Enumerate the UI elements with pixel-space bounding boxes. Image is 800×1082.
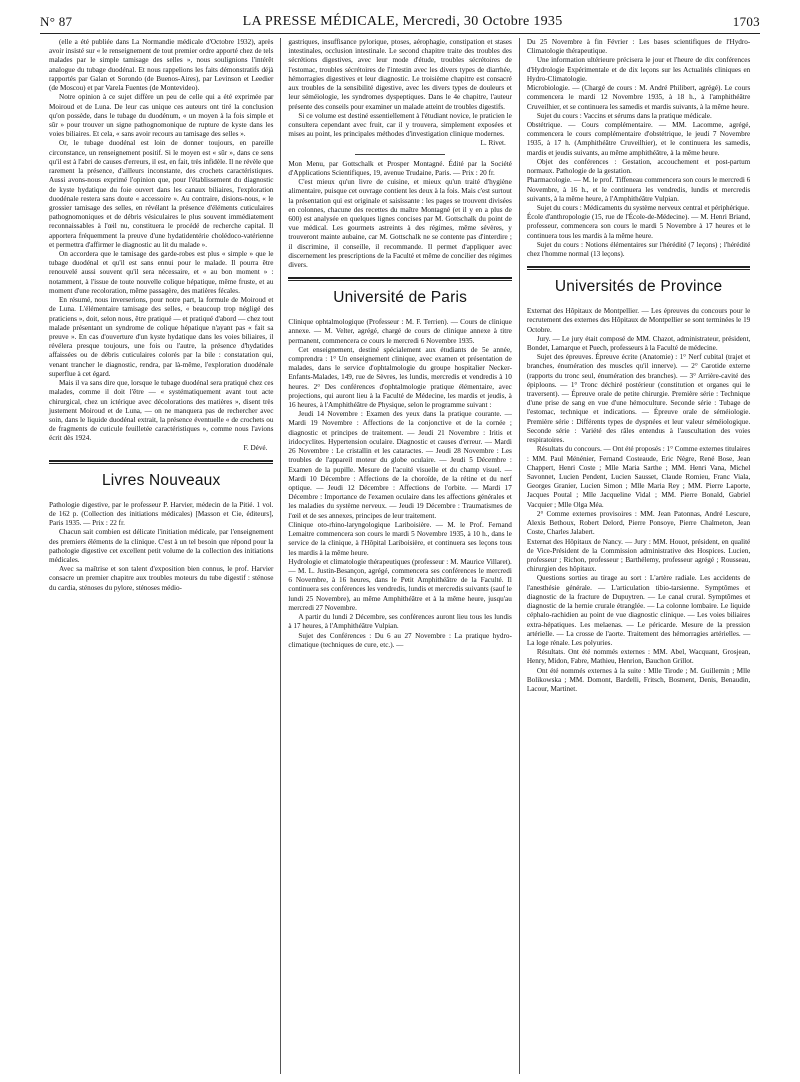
course-entry: Pharmacologie. — M. le prof. Tiffeneau commencera son cours le mercredi 6 Novembre, à 16 h., et le continuera les vendredis, lundis et mercredis suivants, à la même heure, à l'Amphithéâtre Vulpian.	[526, 176, 751, 203]
paragraph: Du 25 Novembre à fin Février : Les bases scientifiques de l'Hydro-Climatologie thérapeutique.	[526, 38, 751, 56]
journal-title: LA PRESSE MÉDICALE,	[242, 14, 399, 29]
course-entry: Externat des Hôpitaux de Nancy. — Jury : MM. Houot, président, en qualité de Vice-Président de la Commission administrative des Hospices. Lucien, professeur ; Richon, professeur ; Barthélemy, professeur agrégé ; Rousseau, chirurgien des hôpitaux.	[526, 537, 751, 574]
header-rule	[40, 33, 760, 34]
paragraph: Or, le tubage duodénal est loin de donner toujours, en pareille circonstance, un renseignement positif. Si le moyen est « sûr », dans ce sens qu'il est à l'abri de causes d'erreurs, il est, en fait, très infidèle. Il ne révèle que rarement la présence, d'ailleurs inconstante, des crochets caractéristiques. Aussi avons-nous exprimé l'opinion que, pour l'établissement du diagnostic de kyste hydatique du foie ouvert dans les canaux biliaires, l'exploration duodénale restera sans doute « accessoire ». Au contraire, disions-nous, « le grossier tamisage des selles, en révélant la présence d'éléments cuticulaires pathognomoniques et de débris vésiculaires le plus souvent immédiatement reconnaissables à l'œil nu, constituera le procédé de recherche capital. Il apportera fréquemment la preuve d'une hydatidentérie cholédoco-vatérienne et permettra d'affirmer le diagnostic au lit du malade ».	[49, 139, 274, 249]
page-header	[40, 8, 760, 30]
paragraph: Résultats. Ont été nommés externes : MM. Abel, Wacquant, Grosjean, Henry, Midon, Fabre, Mathieu, Henrion, Bauchon Grillot.	[526, 648, 751, 666]
paragraph: En résumé, nous inverserions, pour notre part, la formule de Moiroud et de Luna. L'élémentaire tamisage des selles, « beaucoup trop négligé des praticiens », doit, selon nous, être pratiqué — et pratiqué d'abord — chez tout malade présentant un syndrome de colique hépatique n'ayant pas « fait sa preuve ». En cas d'ouverture d'un kyste hydatique dans les voies biliaires, il révélera presque toujours, une fois ou l'autre, la présence d'hydatides affaissées ou de débris cuticulaires colorés par la bile : constatation qui, venant trancher le diagnostic, rendra, par là-même, l'exploration duodénale superflue à cet égard.	[49, 296, 274, 378]
paragraph: Sujet des Conférences : Du 6 au 27 Novembre : La pratique hydro-climatique (techniques de cure, etc.). —	[288, 631, 512, 649]
paragraph: Cet enseignement, destiné spécialement aux étudiants de 5e année, comprendra : 1° Un enseignement clinique, avec examen et présentation de malades, dans le service d'ophtalmologie du groupe hospitalier Necker-Enfants-Malades, 149, rue de Sèvres, les lundis, mercredis et vendredis à 10 heures. 2° Des conférences d'ophtalmologie pratique élémentaire, avec projections, qui auront lieu à la Faculté de Médecine, les mardis et jeudis, à 16 heures, à l'Amphithéâtre de Physique, selon le programme suivant :	[288, 345, 512, 410]
paragraph: Avec sa maîtrise et son talent d'exposition bien connus, le prof. Harvier consacre un premier chapitre aux troubles moteurs du tube digestif : sténose du cardia, sténoses du pylore, sténoses médio-	[49, 565, 274, 592]
column-2	[280, 38, 518, 1074]
paragraph: Jury. — Le jury était composé de MM. Chazot, administrateur, président, Bondet, Lamarque et Puech, professeurs à la Faculté de médecine.	[526, 334, 751, 352]
course-entry: Obstétrique. — Cours complémentaire. — MM. Lacomme, agrégé, commencera le cours complémentaire d'obstétrique, le jeudi 7 Novembre 1935, à 17 h. (Amphithéâtre Cruveilhier), et le continuera les samedis, mardis et jeudis suivants, au même amphithéâtre, à la même heure.	[526, 120, 751, 157]
author-signature: F. Dévé.	[243, 443, 268, 452]
course-entry: Microbiologie. — (Chargé de cours : M. André Philibert, agrégé). Le cours commencera le mardi 12 Novembre 1935, à 18 h., à l'amphithéâtre Cruveilhier, et se continuera les samedis et mardis suivants, à la même heure.	[526, 84, 751, 111]
paragraph: Ont été nommés externes à la suite : Mlle Tirode ; M. Guillemin ; Mlle Bolikowska ; MM. Domont, Bardelli, Fritsch, Bosment, Denis, Benaudin, Lacour, Martinet.	[526, 666, 751, 694]
paragraph: Sujet du cours : Vaccins et sérums dans la pratique médicale.	[536, 111, 712, 120]
masthead	[243, 14, 563, 30]
paragraph: Notre opinion à ce sujet diffère un peu de celle qui a été exprimée par Moiroud et de Luna. De leur cas unique ces auteurs ont tiré la conclusion qu'on possède, dans le tubage du duodénum, « un moyen à la fois simple et sûr » pour trouver un signe pathognomonique de rupture de kyste dans les voies biliaires. Et cela, « sans avoir recours au tamisage des selles ».	[49, 93, 274, 139]
columns	[42, 38, 758, 1074]
paragraph: Sujet des épreuves. Épreuve écrite (Anatomie) : 1° Nerf cubital (trajet et branches, énumération des muscles qu'il innerve). — 2° Carotide externe (rapports du tronc seul, énumération des branches). — 3° Arrière-cavité des épiploons. — 1° Tronc déchiré postérieur (constitution et organes qui le traversent). — Épreuve orale de petite chirurgie. Première série : Technique d'une prise de sang en vue d'une hémoculture. Seconde série : Tubage de l'estomac, technique et indications. — Épreuve orale de séméiologie. Première série : Différents types de dyspnées et leur valeur séméiologique. Seconde série : Variété des râles entendus à l'auscultation des voies respiratoires.	[526, 353, 751, 445]
paragraph: On accordera que le tamisage des garde-robes est plus « simple » que le tubage duodénal et qu'il est sans ennui pour le malade. Il pourra être renouvelé aussi souvent qu'il sera nécessaire, et « au bon moment » : notamment, à l'issue de toute nouvelle colique hépatique, même fruste, et au moment d'une recoloration, même passagère, des matières fécales.	[49, 250, 274, 295]
paragraph: Mais il va sans dire que, lorsque le tubage duodénal sera pratiqué chez ces malades, comme il doit l'être — « systématiquement avant tout acte chirurgical, chez un ictérique avec décolorations des matières », disent très justement Moiroud et de Luna, — on ne manquera pas de rechercher avec soin, dans le liquide duodénal extrait, la présence éventuelle « de crochets ou de fragments de cuticule feuilletée caractéristiques », comme nous l'avions écrit dès 1924.	[49, 379, 274, 443]
book-entry: Mon Menu, par Gottschalk et Prosper Montagné. Édité par la Société d'Applications Scientifiques, 19, avenue Trudaine, Paris. — Prix : 20 fr.	[288, 159, 512, 177]
paragraph: Sujet du cours : Notions élémentaires sur l'hérédité (7 leçons) ; l'hérédité chez l'homme normal (13 leçons).	[526, 240, 751, 259]
course-entry: Clinique ophtalmologique (Professeur : M. F. Terrien). — Cours de clinique annexe. — M. Velter, agrégé, chargé de cours de clinique annexe à titre permanent, commencera ce cours le mercredi 6 Novembre 1935.	[288, 318, 512, 345]
paragraph: Sujet du cours : Médicaments du système nerveux central et périphérique.	[536, 203, 750, 212]
paragraph: A partir du lundi 2 Décembre, ses conférences auront lieu tous les lundis à 17 heures, à l'Amphithéâtre Vulpian.	[288, 613, 512, 631]
paragraph: Une information ultérieure précisera le jour et l'heure de dix conférences d'Hydrologie Expérimentale et de dix leçons sur les Actualités cliniques en Hydro-Climatologie.	[526, 56, 751, 83]
section-title-province: Universités de Province	[554, 278, 723, 296]
course-entry: École d'anthropologie (15, rue de l'École-de-Médecine). — M. Henri Briand, professeur, commencera son cours le mardi 5 Novembre à 17 heures et le continuera tous les mardis à la même heure.	[526, 213, 751, 240]
paragraph: Jeudi 14 Novembre : Examen des yeux dans la pratique courante. — Mardi 19 Novembre : Affections de la conjonctive et de la cornée ; diagnostic et principes de traitement. — Jeudi 21 Novembre : Iritis et iridocyclites. Hypertension oculaire. Diagnostic et causes d'erreur. — Mardi 26 Novembre : Le cristallin et les cataractes. — Jeudi 28 Novembre : Les troubles de l'appareil moteur du globe oculaire. — Jeudi 5 Décembre : Examen de la pupille. Mesure de l'acuité visuelle et du champ visuel. — Mardi 10 Décembre : Affections de la choroïde, de la rétine et du nerf optique. — Jeudi 12 Décembre : Affections de l'orbite. — Mardi 17 Décembre : Importance de l'examen oculaire dans les affections générales et les maladies du système nerveux. — Jeudi 19 Décembre : Traumatismes de l'œil et de ses annexes, principes de leur traitement.	[288, 410, 512, 520]
section-rule	[288, 277, 511, 281]
section-rule	[527, 266, 750, 270]
paragraph: gastriques, insuffisance pylorique, ptoses, aérophagie, constipation et stases intestinales, occlusion intestinale. Le second chapitre traite des troubles des sécrétions digestives, avec leur mode d'étude, troubles sécrétoires de l'estomac, troubles sécrétoires de l'intestin avec les divers types de diarrhée, hémorragies digestives et leur diagnostic. Le troisième chapitre est consacré aux troubles de la sensibilité digestive, avec les divers types de douleurs et leur séméiologie, les syndromes dyspeptiques. Dans le 4e chapitre, l'auteur présente des conseils pour examiner un malade atteint de troubles digestifs.	[288, 38, 512, 111]
column-1	[42, 38, 280, 1074]
paragraph: Si ce volume est destiné essentiellement à l'étudiant novice, le praticien le consultera cependant avec fruit, car il y trouvera, simplement exposées et mises au point, les principales méthodes d'investigation clinique modernes.	[288, 111, 512, 139]
section-title-univ-paris: Université de Paris	[333, 289, 468, 307]
paragraph: Questions sorties au tirage au sort : L'artère radiale. Les accidents de l'anesthésie générale. — L'articulation tibio-tarsienne. Symptômes et diagnostic de la fracture de Dupuytren. — Le canal crural. Symptômes et diagnostic de la hernie crurale étranglée. — La colonne lombaire. Le liquide céphalo-rachidien au point de vue diagnostic clinique. — Les voies biliaires extra-hépatiques. Les melaenas. — Le péricarde. Mesure de la pression artérielle. — La crosse de l'aorte. Traitement des hémorragies artérielles. — La loge rénale. Les polyuries.	[526, 574, 751, 647]
paragraph: Chacun sait combien est délicate l'initiation médicale, par l'enseignement des premiers éléments de la clinique. C'est à un tel besoin que répond pour la pathologie digestive cet excellent petit volume de la collection des initiations médicales.	[49, 528, 274, 564]
paragraph: 2° Comme externes provisoires : MM. Jean Patonnas, André Lescure, Alexis Bethoux, Robert Delord, Pierre Ponsoye, Pierre Chalmeton, Jean Coste, Charles Jalabert.	[526, 509, 751, 537]
page-number: 1703	[732, 14, 760, 29]
course-entry: Hydrologie et climatologie thérapeutiques (professeur : M. Maurice Villaret). — M. L. Justin-Besançon, agrégé, commencera ses conférences le mercredi 6 Novembre, à 16 heures, dans le Petit Amphithéâtre de la Faculté. Il continuera ses conférences les vendredis, lundis et mercredis suivants (sauf le lundi 25 Novembre), au même Amphithéâtre et à la même heure, jusqu'au mercredi 27 Novembre.	[288, 557, 512, 612]
divider	[355, 154, 444, 155]
section-rule	[49, 460, 273, 464]
course-entry: Clinique oto-rhino-laryngologique Lariboisière. — M. le Prof. Fernand Lemaitre commencera son cours le mardi 5 Novembre 1935, à 10 h., dans le service de la clinique, à l'Hôpital Lariboisière, et continuera ses leçons tous les mardis à la même heure.	[288, 520, 512, 557]
issue-date: Mercredi, 30 Octobre 1935	[402, 14, 563, 29]
book-entry: Pathologie digestive, par le professeur P. Harvier, médecin de la Pitié. 1 vol. de 162 p. (Collection des initiations médicales) [Masson et Cie, éditeurs], Paris 1935. — Prix : 22 fr.	[49, 500, 274, 528]
column-3	[519, 38, 757, 1074]
issue-number: N° 87	[40, 14, 73, 29]
course-entry: Externat des Hôpitaux de Montpellier. — Les épreuves du concours pour le recrutement des externes des Hôpitaux de Montpellier se sont terminées le 19 Octobre.	[526, 307, 751, 334]
section-title-livres: Livres Nouveaux	[101, 471, 221, 489]
paragraph: C'est mieux qu'un livre de cuisine, et mieux qu'un traité d'hygiène alimentaire, puisque cet ouvrage contient les deux à la fois. Mais c'est surtout la présentation qui est originale et saisissante : les pages se trouvent divisées en colonnes, chacune des recettes du maître Montagné (et il y en a plus de 600) est analysée en quelques lignes concises par M. Gottschalk du point de vue médical. Les gourmets astreints à des régimes, même sévères, y trouveront mainte aubaine, car M. Gottschalk ne se contente pas d'interdire ; il discrimine, il conseille, il recommande. Il permet d'appliquer avec discernement les prescriptions de la Faculté et même de concilier des régimes divers.	[288, 178, 512, 270]
paragraph: (elle a été publiée dans La Normandie médicale d'Octobre 1932), après avoir insisté sur « le renseignement de tout premier ordre apporté chez de tels malades par le simple tamisage des selles », nous soulignions l'intérêt analogue du tubage duodénal. Et nous rappelions les faits démonstratifs déjà rapportés par Galan et Sorondo (de Buenos-Aires), par Levinson et Leedier (de Moscou) et par Varela Fuentes (de Montevideo).	[49, 38, 274, 93]
paragraph: Résultats du concours. — Ont été proposés : 1° Comme externes titulaires : MM. Paul Ménénier, Fernand Costeaude, Eric Nègre, René Bose, Jean Chappert, Henri Coste ; Mlle Maria Sarthe ; MM. Henri Vana, Michel Savonnet, Lucien Pendent, Lucien Sausset, Claude Romieu, Franc Viala, Georges Granier, Lucien Simon ; Mlle Maria Rey ; MM. Pierre Laporte, Jacques Poutal ; Mlle Jacqueline Vidal ; MM. Pierre Bonald, Gabriel Vacquier ; Mlle Olga Méa.	[526, 445, 751, 509]
author-signature: L. Rivet.	[480, 139, 506, 148]
paragraph: Objet des conférences : Gestation, accouchement et post-partum normaux. Pathologie de la gestation.	[526, 157, 751, 176]
